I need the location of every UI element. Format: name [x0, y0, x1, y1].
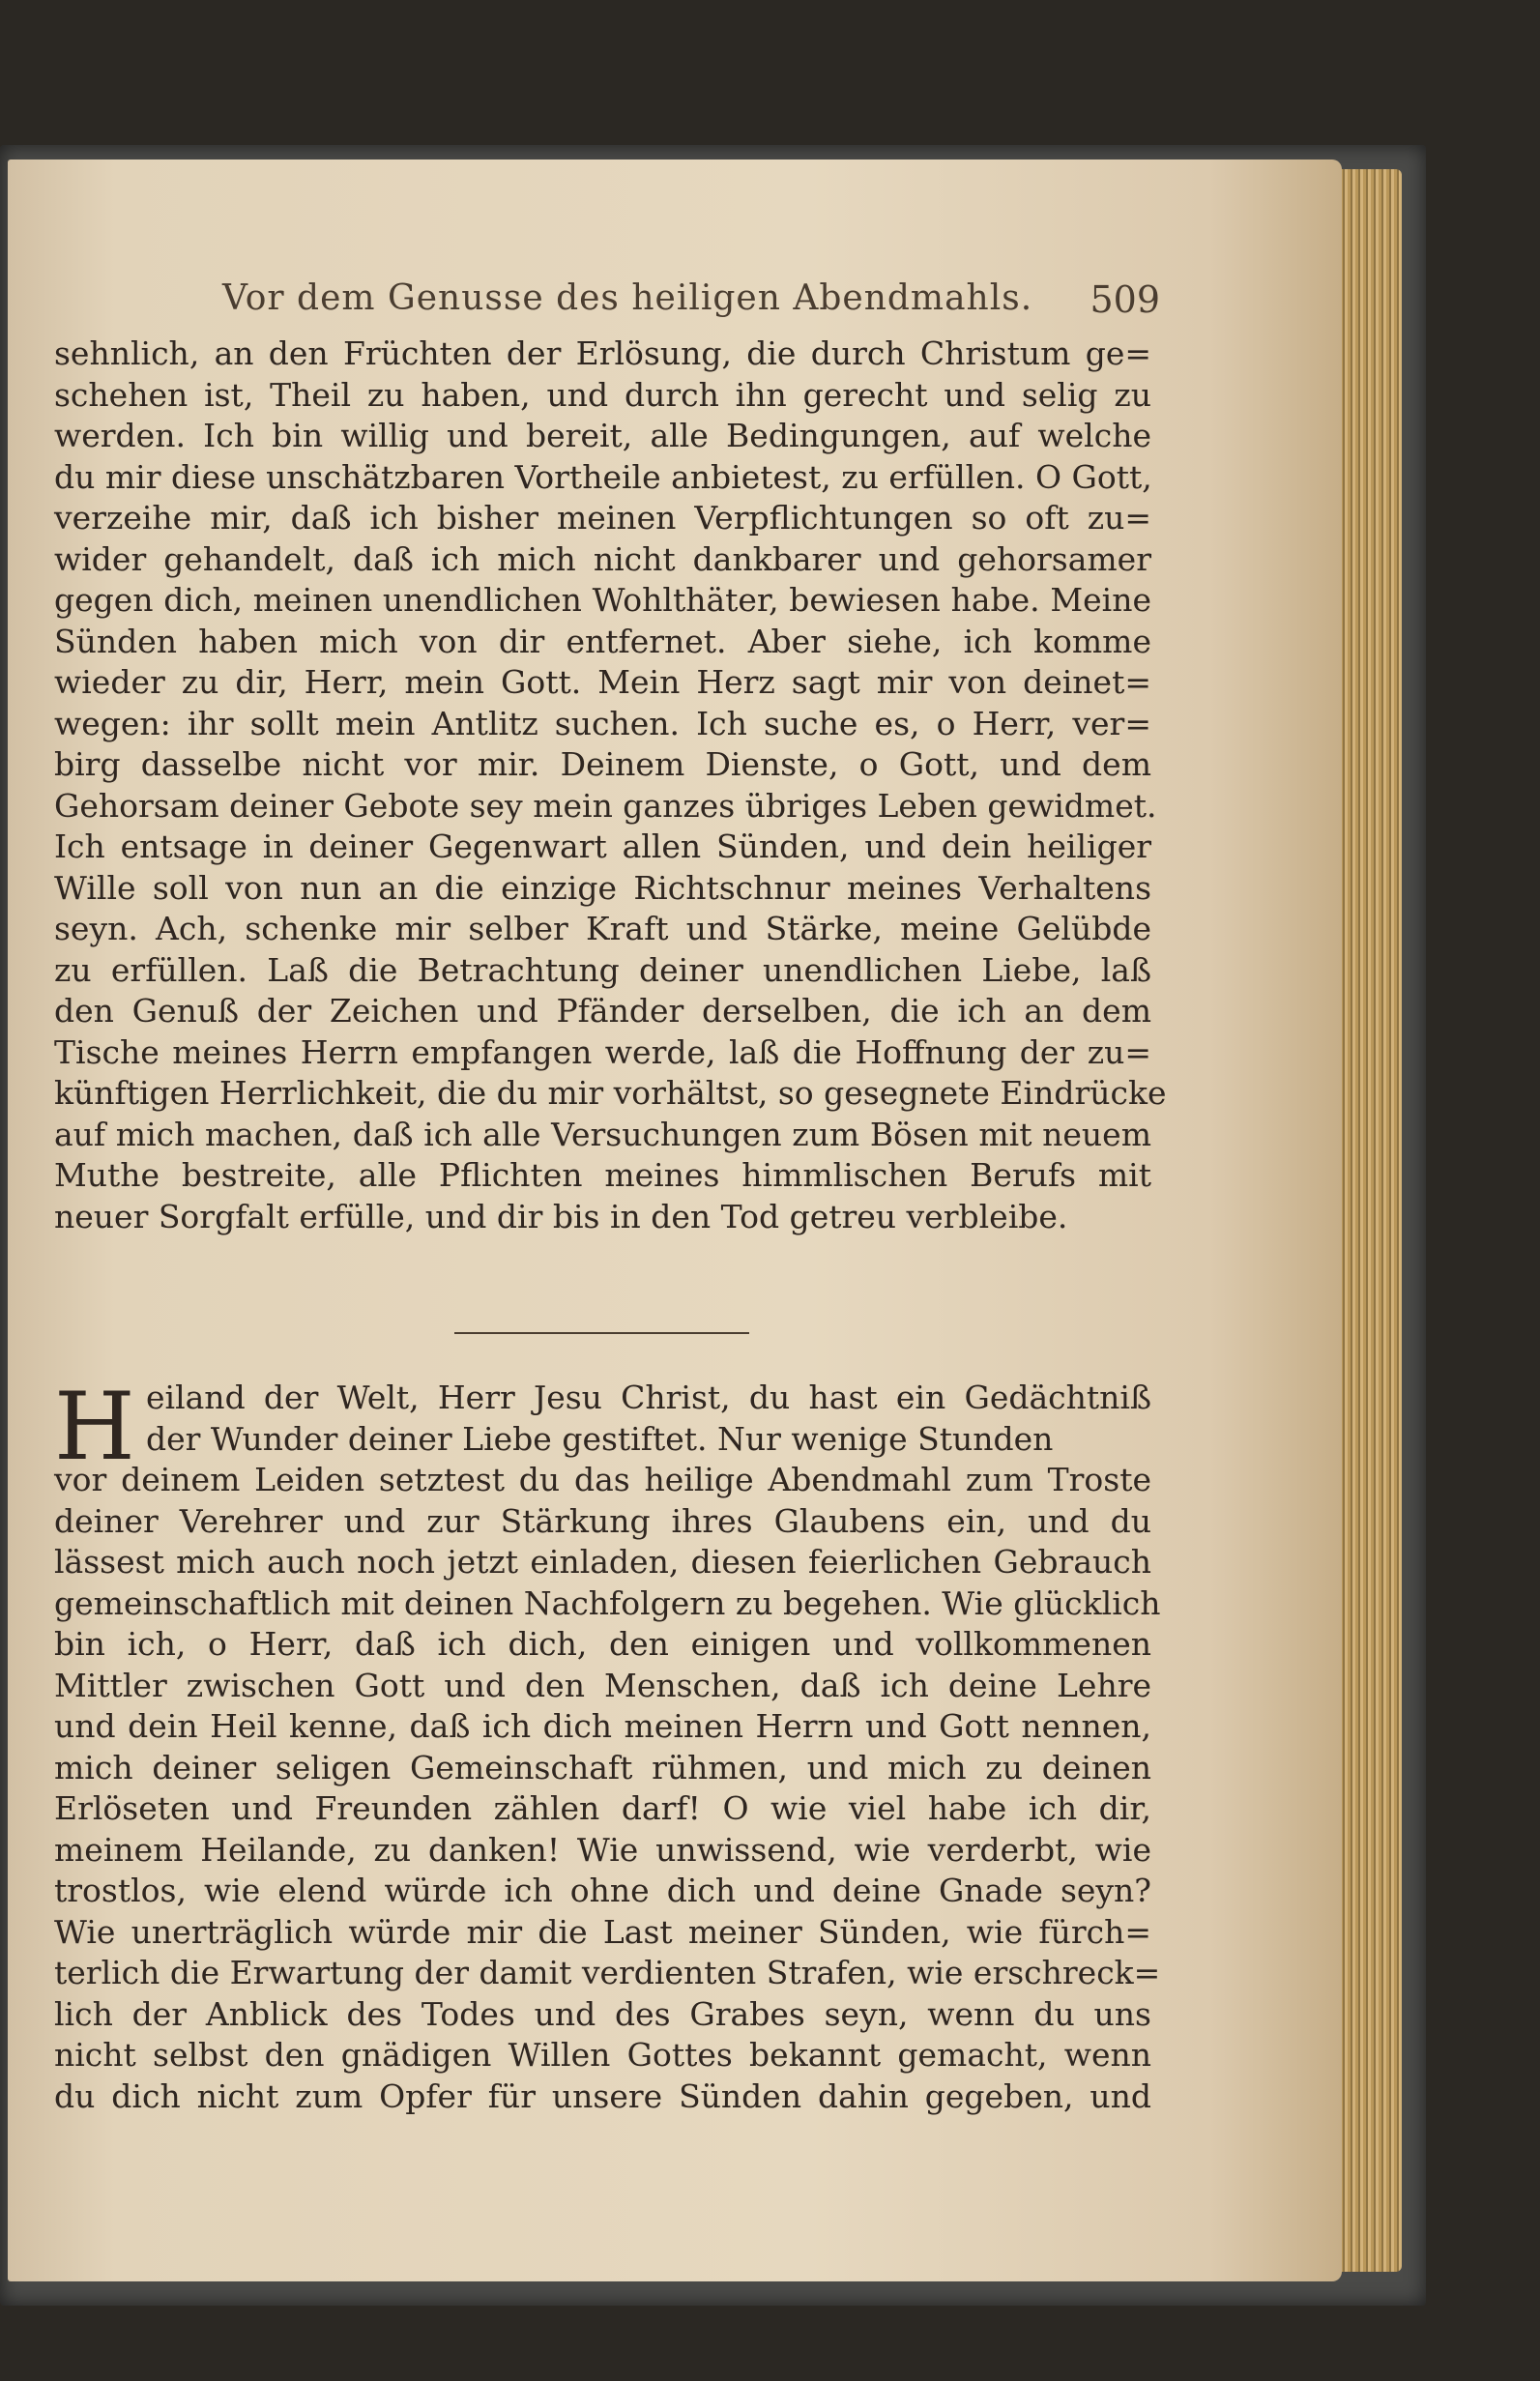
text-line: bin ich, o Herr, daß ich dich, den einigen und vollkommenen: [54, 1625, 1151, 1663]
text-line: trostlos, wie elend würde ich ohne dich und deine Gnade seyn?: [54, 1872, 1151, 1909]
text-line: Gehorsam deiner Gebote sey mein ganzes übriges Leben gewidmet.: [54, 786, 1157, 825]
text-line: du mir diese unschätzbaren Vortheile anbietest, zu erfüllen. O Gott,: [54, 457, 1152, 496]
text-line: verzeihe mir, daß ich bisher meinen Verpflichtungen so oft zu=: [54, 499, 1151, 537]
paragraph-2: [54, 1373, 1161, 2117]
page-header: [222, 278, 1160, 327]
paragraph-1: [54, 334, 1167, 1237]
text-line: der Wunder deiner Liebe gestiftet. Nur wenige Stunden: [146, 1419, 1054, 1458]
drop-cap: H: [54, 1373, 135, 1481]
text-line: Ich entsage in deiner Gegenwart allen Sünden, und dein heiliger: [54, 828, 1151, 865]
text-line: Mittler zwischen Gott und den Menschen, daß ich deine Lehre: [54, 1666, 1151, 1704]
text-line: du dich nicht zum Opfer für unsere Sünden dahin gegeben, und: [54, 2076, 1151, 2115]
running-title: Vor dem Genusse des heiligen Abendmahls.: [222, 278, 1033, 318]
text-line: werden. Ich bin willig und bereit, alle Bedingungen, auf welche: [54, 417, 1151, 454]
text-line: mich deiner seligen Gemeinschaft rühmen, und mich zu deinen: [54, 1748, 1151, 1786]
text-line: sehnlich, an den Früchten der Erlösung, die durch Christum ge=: [54, 334, 1151, 372]
text-line: gemeinschaftlich mit deinen Nachfolgern zu begehen. Wie glücklich: [54, 1583, 1161, 1622]
text-line: wegen: ihr sollt mein Antlitz suchen. Ich suche es, o Herr, ver=: [54, 704, 1151, 742]
text-line: künftigen Herrlichkeit, die du mir vorhältst, so gesegnete Eindrücke: [54, 1074, 1167, 1112]
text-line: meinem Heilande, zu danken! Wie unwissend, wie verderbt, wie: [54, 1830, 1151, 1869]
text-line: seyn. Ach, schenke mir selber Kraft und Stärke, meine Gelübde: [54, 910, 1151, 947]
text-line: Wille soll von nun an die einzige Richtschnur meines Verhaltens: [54, 868, 1151, 907]
text-line: schehen ist, Theil zu haben, und durch ihn gerecht und selig zu: [54, 375, 1151, 414]
text-line: auf mich machen, daß ich alle Versuchungen zum Bösen mit neuem: [54, 1115, 1151, 1153]
text-line: gegen dich, meinen unendlichen Wohlthäter, bewiesen habe. Meine: [54, 581, 1151, 619]
text-line: Muthe bestreite, alle Pflichten meines himmlischen Berufs mit: [54, 1156, 1151, 1194]
text-line: nicht selbst den gnädigen Willen Gottes bekannt gemacht, wenn: [54, 2036, 1151, 2074]
text-line: deiner Verehrer und zur Stärkung ihres Glaubens ein, und du: [54, 1501, 1151, 1540]
text-line: den Genuß der Zeichen und Pfänder derselben, die ich an dem: [54, 992, 1151, 1030]
text-line: wieder zu dir, Herr, mein Gott. Mein Herz sagt mir von deinet=: [54, 663, 1151, 701]
text-line: lich der Anblick des Todes und des Grabes seyn, wenn du uns: [54, 1994, 1151, 2033]
text-line: vor deinem Leiden setztest du das heilige Abendmahl zum Troste: [54, 1461, 1151, 1498]
text-line: Tische meines Herrn empfangen werde, laß die Hoffnung der zu=: [54, 1032, 1151, 1071]
text-line: und dein Heil kenne, daß ich dich meinen Herrn und Gott nennen,: [54, 1707, 1151, 1745]
text-line: Wie unerträglich würde mir die Last meiner Sünden, wie fürch=: [54, 1912, 1151, 1951]
text-line: Sünden haben mich von dir entfernet. Aber siehe, ich komme: [54, 622, 1151, 660]
text-line: Erlöseten und Freunden zählen darf! O wie viel habe ich dir,: [54, 1789, 1151, 1827]
text-line: wider gehandelt, daß ich mich nicht dankbarer und gehorsamer: [54, 539, 1151, 578]
text-line: eiland der Welt, Herr Jesu Christ, du hast ein Gedächtniß: [146, 1379, 1151, 1416]
text-line: zu erfüllen. Laß die Betrachtung deiner unendlichen Liebe, laß: [54, 950, 1151, 989]
text-line: lässest mich auch noch jetzt einladen, diesen feierlichen Gebrauch: [54, 1543, 1151, 1581]
section-separator: [454, 1332, 749, 1334]
text-line: neuer Sorgfalt erfülle, und dir bis in den Tod getreu verbleibe.: [54, 1197, 1068, 1235]
page-number: 509: [1090, 278, 1160, 321]
text-line: birg dasselbe nicht vor mir. Deinem Dienste, o Gott, und dem: [54, 745, 1151, 783]
text-line: terlich die Erwartung der damit verdienten Strafen, wie erschreck=: [54, 1954, 1161, 1991]
